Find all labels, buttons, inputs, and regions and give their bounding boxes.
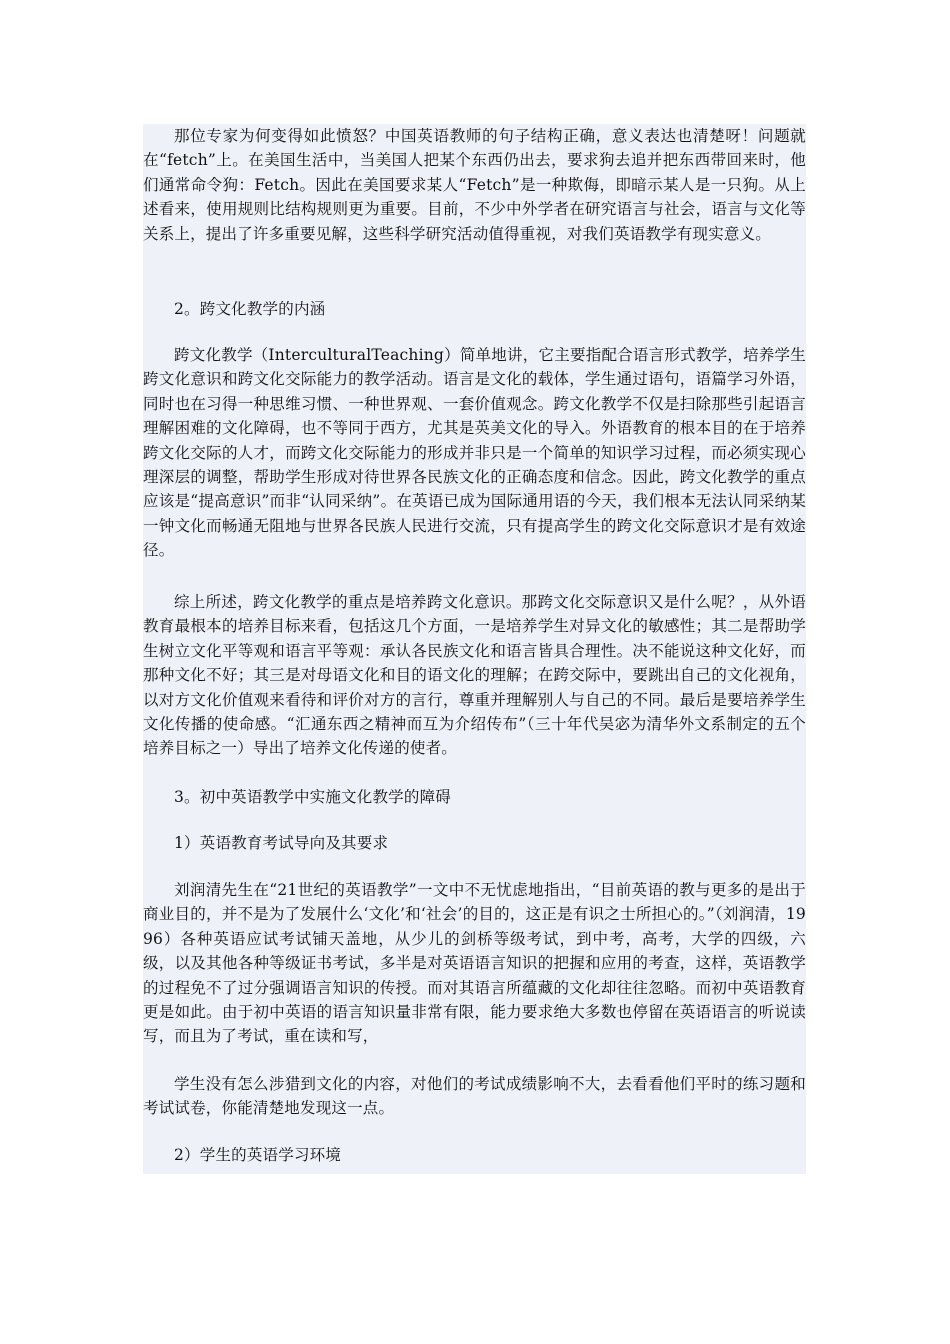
paragraph-summary: 综上所述，跨文化教学的重点是培养跨文化意识。那跨文化交际意识又是什么呢？，从外语教育最根本的培养目标来看，包括这几个方面，一是培养学生对异文化的敏感性；其二是帮助学生树立文化平等观和语言平等观：承认各民族文化和语言皆具合理性。决不能说这种文化好，而那种文化不好；其三是对母语文化和目的语文化的理解；在跨交际中，要跳出自己的文化视角，以对方文化价值观来看待和评价对方的言行，尊重并理解别人与自己的不同。最后是要培养学生文化传播的使命感。“汇通东西之精神而互为介绍传布”（三十年代吴宓为清华外文系制定的五个培养目标之一）导出了培养文化传递的使者。	[143, 593, 806, 758]
subsection-heading-3-1: 1）英语教育考试导向及其要求	[174, 834, 389, 852]
paragraph-fetch-example: 那位专家为何变得如此愤怒？中国英语教师的句子结构正确，意义表达也清楚呀！问题就在“fetch”上。在美国生活中，当美国人把某个东西仍出去，要求狗去追并把东西带回来时，他们通常命令狗：Fetch。因此在美国要求某人“Fetch”是一种欺侮，即暗示某人是一只狗。从上述看来，使用规则比结构规则更为重要。目前，不少中外学者在研究语言与社会，语言与文化等关系上，提出了许多重要见解，这些科学研究活动值得重视，对我们英语教学有现实意义。	[143, 127, 806, 243]
section-heading-2: 2。跨文化教学的内涵	[174, 300, 326, 318]
paragraph-intercultural-teaching: 跨文化教学（InterculturalTeaching）简单地讲，它主要指配合语言形式教学，培养学生跨文化意识和跨文化交际能力的教学活动。语言是文化的载体，学生通过语句，语篇学习外语，同时也在习得一种思维习惯、一种世界观、一套价值观念。跨文化教学不仅是扫除那些引起语言理解困难的文化障碍，也不等同于西方，尤其是英美文化的导入。外语教育的根本目的在于培养跨文化交际的人才，而跨文化交际能力的形成并非只是一个简单的知识学习过程，而必须实现心理深层的调整，帮助学生形成对待世界各民族文化的正确态度和信念。因此，跨文化教学的重点应该是“提高意识”而非“认同采纳”。在英语已成为国际通用语的今天，我们根本无法认同采纳某一钟文化而畅通无阻地与世界各民族人民进行交流，只有提高学生的跨文化交际意识才是有效途径。	[143, 346, 806, 560]
subsection-heading-3-2: 2）学生的英语学习环境	[174, 1146, 342, 1164]
document-content	[143, 124, 806, 1174]
paragraph-exam-orientation: 刘润清先生在“21世纪的英语教学”一文中不无忧虑地指出，“目前英语的教与更多的是出于商业目的，并不是为了发展什么‘文化’和‘社会’的目的，这正是有识之士所担心的。”（刘润清，1996）各种英语应试考试铺天盖地，从少儿的剑桥等级考试，到中考，高考，大学的四级，六级，以及其他各种等级证书考试，多半是对英语语言知识的把握和应用的考查，这样，英语教学的过程免不了过分强调语言知识的传授。而对其语言所蕴藏的文化却往往忽略。而初中英语教育更是如此。由于初中英语的语言知识量非常有限，能力要求绝大多数也停留在英语语言的听说读写，而且为了考试，重在读和写，	[143, 881, 806, 1046]
section-heading-3: 3。初中英语教学中实施文化教学的障碍	[174, 788, 451, 806]
paragraph-students-culture: 学生没有怎么涉猎到文化的内容，对他们的考试成绩影响不大，去看看他们平时的练习题和考试试卷，你能清楚地发现这一点。	[143, 1075, 806, 1118]
